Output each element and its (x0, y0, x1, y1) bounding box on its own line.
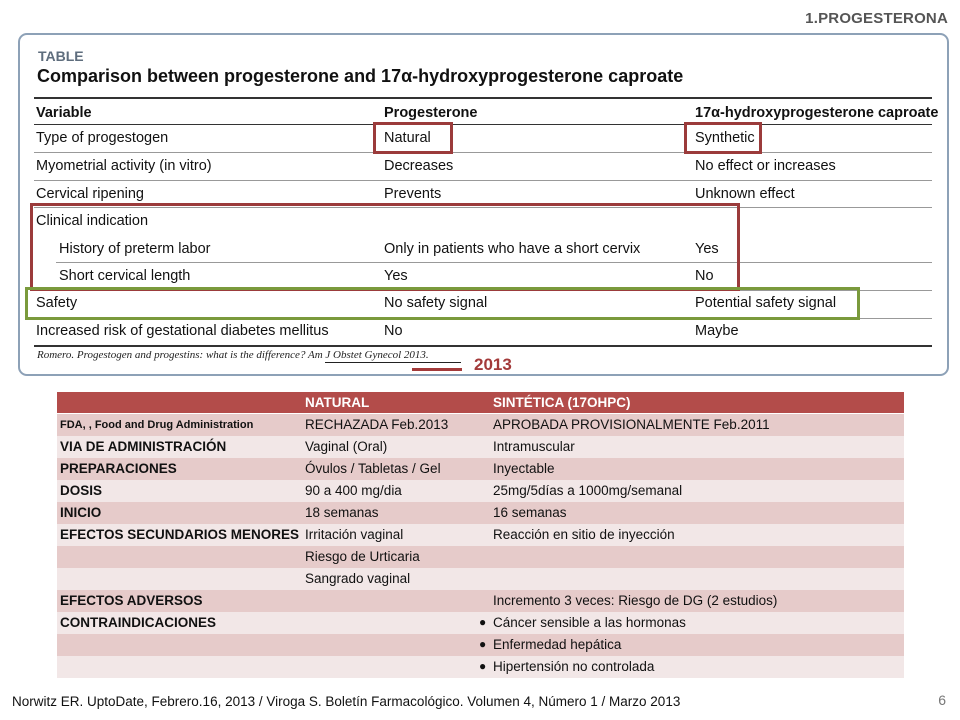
cell-variable: Myometrial activity (in vitro) (36, 158, 212, 174)
row-label: CONTRAINDICACIONES (60, 615, 217, 630)
table-row (57, 414, 904, 436)
table-row (57, 568, 904, 590)
cell-synthetic: 25mg/5días a 1000mg/semanal (493, 483, 683, 498)
col-progesterone: Progesterone (384, 105, 478, 121)
table-top-rule (34, 97, 932, 99)
cell-synthetic: Cáncer sensible a las hormonas (493, 615, 686, 630)
cell-progesterone: Natural (384, 130, 431, 146)
row-label: PREPARACIONES (60, 461, 177, 476)
cell-caproate: Maybe (695, 323, 739, 339)
figure-table-row (34, 318, 932, 345)
cell-natural: Irritación vaginal (305, 527, 404, 542)
cell-progesterone: Prevents (384, 186, 442, 202)
cell-caproate: Yes (695, 241, 719, 257)
cell-variable: Increased risk of gestational diabetes mellitus (36, 323, 329, 339)
cell-natural: Sangrado vaginal (305, 571, 411, 586)
cell-variable: History of preterm labor (59, 241, 211, 257)
cell-synthetic: Enfermedad hepática (493, 637, 622, 652)
header-natural: NATURAL (305, 395, 370, 410)
cell-natural: 90 a 400 mg/dia (305, 483, 402, 498)
row-label: INICIO (60, 505, 102, 520)
table-row (57, 612, 904, 634)
cell-progesterone: Yes (384, 268, 408, 284)
bullet-icon: ● (479, 615, 487, 629)
table-row (57, 656, 904, 678)
cell-caproate: No (695, 268, 714, 284)
cell-synthetic: Hipertensión no controlada (493, 659, 655, 674)
cell-progesterone: Decreases (384, 158, 454, 174)
cell-caproate: Synthetic (695, 130, 755, 146)
cell-natural: RECHAZADA Feb.2013 (305, 417, 449, 432)
cell-variable: Type of progestogen (36, 130, 169, 146)
highlight-natural (373, 122, 453, 154)
source-underline (325, 362, 461, 363)
figure-source: Romero. Progestogen and progestins: what is the difference? Am J Obstet Gynecol 2013. (37, 349, 429, 361)
cell-variable: Cervical ripening (36, 186, 144, 202)
cell-synthetic: APROBADA PROVISIONALMENTE Feb.2011 (493, 417, 770, 432)
year-annotation: 2013 (474, 355, 512, 374)
comparison-header (57, 392, 904, 413)
cell-synthetic: Incremento 3 veces: Riesgo de DG (2 estudios) (493, 593, 778, 608)
footer-citation: Norwitz ER. UptoDate, Febrero.16, 2013 / Viroga S. Boletín Farmacológico. Volumen 4, Número 1 / Marzo 2013 (12, 694, 681, 709)
figure-title: Comparison between progesterone and 17α-hydroxyprogesterone caproate (37, 66, 684, 86)
table-row (57, 634, 904, 656)
year-pointer-line (412, 368, 462, 371)
page-number: 6 (938, 692, 946, 708)
table-row (57, 458, 904, 480)
row-label: DOSIS (60, 483, 103, 498)
cell-caproate: No effect or increases (695, 158, 836, 174)
row-label: EFECTOS SECUNDARIOS MENORES (60, 527, 300, 542)
figure-table-header (34, 100, 939, 127)
row-label: VIA DE ADMINISTRACIÓN (60, 439, 227, 454)
cell-synthetic: 16 semanas (493, 505, 567, 520)
slide-heading: 1.PROGESTERONA (805, 10, 948, 27)
cell-progesterone: No (384, 323, 403, 339)
row-label: FDA, , Food and Drug Administration (60, 419, 254, 431)
figure-table-row (34, 153, 932, 180)
bullet-icon: ● (479, 637, 487, 651)
cell-natural: 18 semanas (305, 505, 379, 520)
table-row (57, 436, 904, 458)
highlight-safety (25, 287, 860, 320)
cell-caproate: Potential safety signal (695, 295, 837, 311)
cell-natural: Riesgo de Urticaria (305, 549, 420, 564)
cell-progesterone: Only in patients who have a short cervix (384, 241, 641, 257)
cell-synthetic: Reacción en sitio de inyección (493, 527, 675, 542)
cell-progesterone: No safety signal (384, 295, 488, 311)
table-row (57, 590, 904, 612)
cell-natural: Vaginal (Oral) (305, 439, 388, 454)
col-variable: Variable (36, 105, 92, 121)
col-caproate: 17α-hydroxyprogesterone caproate (695, 105, 939, 121)
cell-variable: Safety (36, 295, 78, 311)
row-label: EFECTOS ADVERSOS (60, 593, 203, 608)
cell-variable: Clinical indication (36, 213, 149, 229)
cell-synthetic: Intramuscular (493, 439, 575, 454)
table-row (57, 480, 904, 502)
figure-label: TABLE (38, 48, 84, 64)
table-row (57, 502, 904, 524)
table-bottom-rule (34, 345, 932, 347)
cell-variable: Short cervical length (59, 268, 191, 284)
cell-caproate: Unknown effect (695, 186, 795, 202)
cell-synthetic: Inyectable (493, 461, 555, 476)
bullet-icon: ● (479, 659, 487, 673)
figure-table-row (34, 125, 932, 152)
header-synthetic: SINTÉTICA (17OHPC) (493, 395, 631, 410)
table-row (57, 524, 904, 546)
highlight-clinical-indication (30, 203, 740, 291)
table-row (57, 546, 904, 568)
highlight-synthetic (684, 122, 762, 154)
cell-natural: Óvulos / Tabletas / Gel (305, 461, 441, 476)
